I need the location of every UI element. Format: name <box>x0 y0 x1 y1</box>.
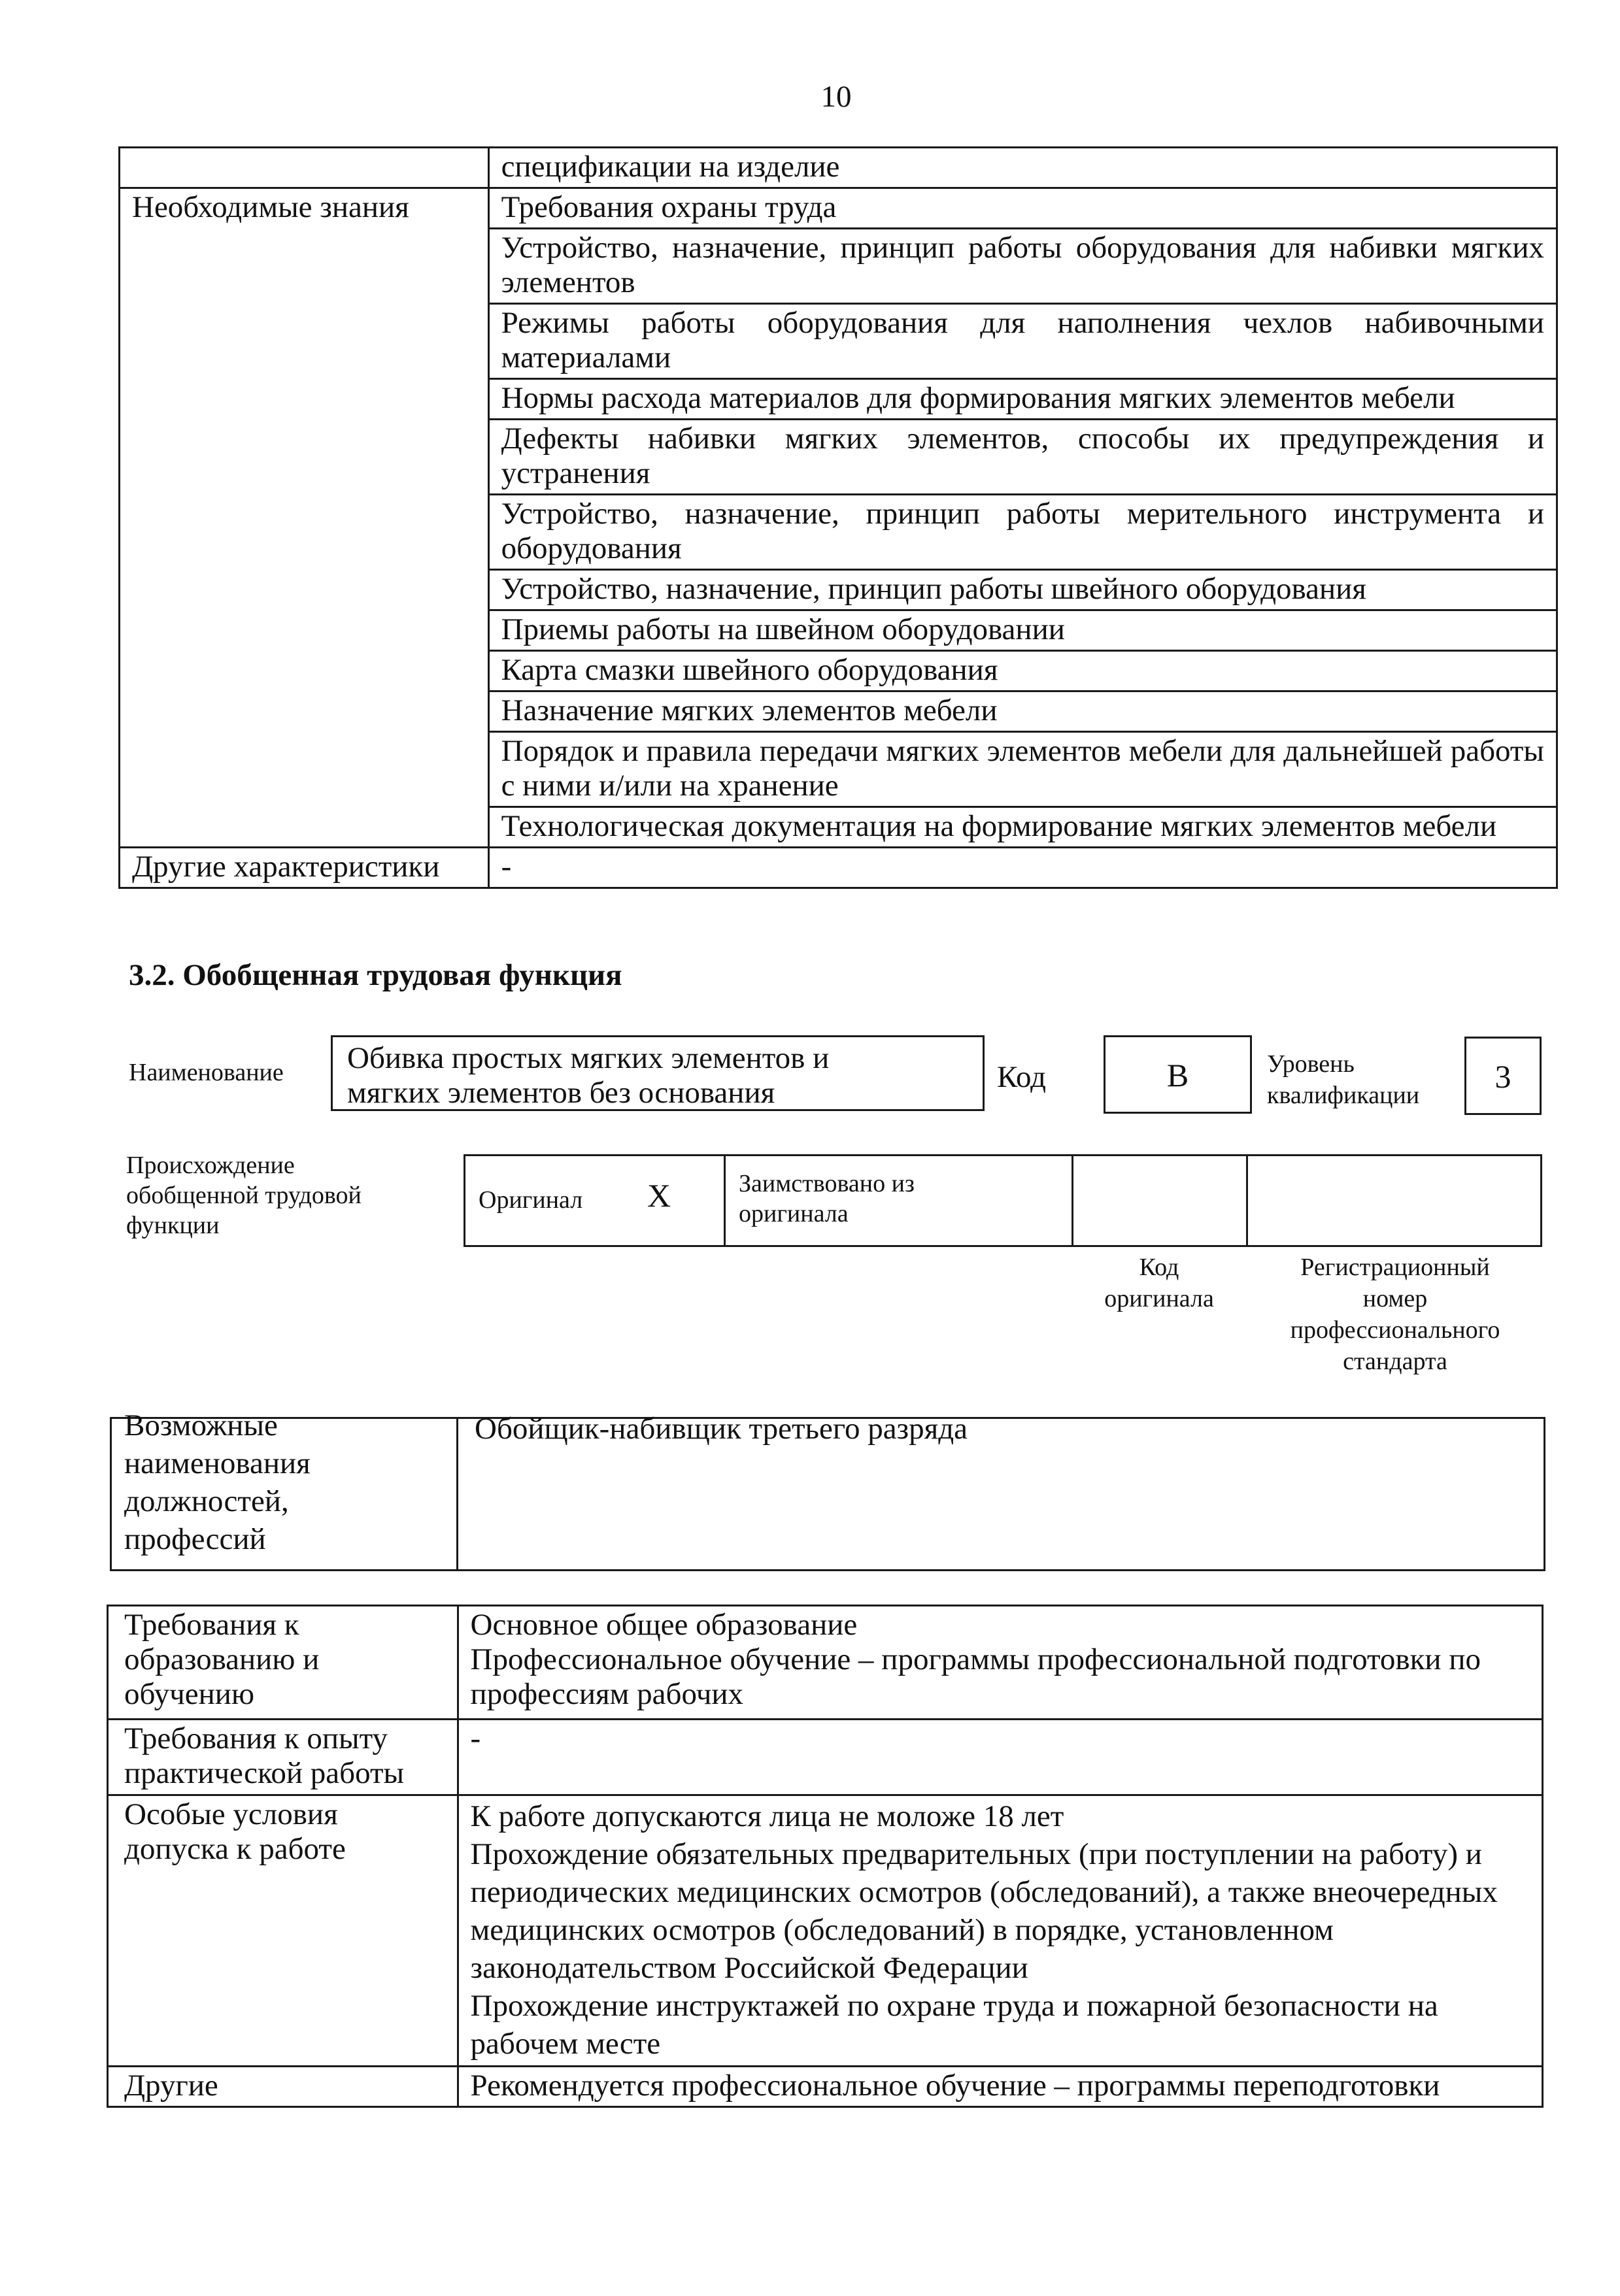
section-title: 3.2. Обобщенная трудовая функция <box>129 958 622 992</box>
row-value: спецификации на изделие <box>488 148 1557 188</box>
row-value: Требования охраны труда <box>488 188 1557 229</box>
conditions-line3: Прохождение инструктажей по охране труда и пожарной безопасности на рабочем месте <box>470 1989 1438 2061</box>
reg-caption-line3: профессионального <box>1290 1316 1500 1344</box>
row-label <box>120 148 489 188</box>
knowledge-table <box>118 146 1558 889</box>
table-row <box>108 1795 1543 2067</box>
name-label: Наименование <box>129 1059 284 1086</box>
borrowed-line1: Заимствовано из <box>739 1170 915 1197</box>
row-value: Режимы работы оборудования для наполнения чехлов набивочными материалами <box>488 304 1557 379</box>
level-label-line2: квалификации <box>1267 1082 1420 1109</box>
row-value: Назначение мягких элементов мебели <box>488 691 1557 732</box>
requirements-table <box>107 1605 1544 2108</box>
education-line1: Основное общее образование <box>470 1608 858 1642</box>
borrowed-line2: оригинала <box>739 1200 849 1227</box>
conditions-label: Особые условия допуска к работе <box>108 1795 458 2067</box>
experience-label: Требования к опыту практической работы <box>108 1720 458 1795</box>
original-mark: X <box>647 1177 671 1214</box>
reg-caption-line2: номер <box>1362 1285 1428 1312</box>
row-value: Приемы работы на швейном оборудовании <box>488 610 1557 651</box>
origin-label-line2: обобщенной трудовой <box>126 1182 362 1209</box>
level-label-line1: Уровень <box>1267 1050 1355 1078</box>
positions-value: Обойщик-набивщик третьего разряда <box>475 1412 968 1446</box>
table-row <box>108 1720 1543 1795</box>
function-name-line1: Обивка простых мягких элементов и <box>347 1041 830 1075</box>
origin-label-line3: функции <box>126 1212 220 1239</box>
table-row <box>120 148 1557 188</box>
positions-label-line3: должностей, <box>124 1484 289 1518</box>
positions-label-line1: Возможные <box>124 1408 278 1442</box>
positions-label-line2: наименования <box>124 1446 311 1480</box>
reg-caption-line4: стандарта <box>1343 1348 1447 1375</box>
code-original-caption-line1: Код <box>1139 1254 1179 1281</box>
other-value: Рекомендуется профессиональное обучение – программы переподготовки <box>458 2067 1542 2107</box>
code-box <box>1104 1035 1252 1114</box>
row-value: Устройство, назначение, принцип работы мерительного инструмента и оборудования <box>488 495 1557 570</box>
table-row <box>120 848 1557 888</box>
original-label: Оригинал <box>479 1186 583 1214</box>
conditions-line1: К работе допускаются лица не моложе 18 лет <box>470 1799 1064 1833</box>
row-value: - <box>488 848 1557 888</box>
education-label: Требования к образованию и обучению <box>108 1606 458 1720</box>
origin-label-line1: Происхождение <box>126 1152 295 1179</box>
other-label: Другие <box>108 2067 458 2107</box>
conditions-line2: Прохождение обязательных предварительных (при поступлении на работу) и периодических медицинских осмотров (обследований), а также внеочередных медицинских осмотров (обследований) в порядке, установленном законодательством Российской Федерации <box>470 1837 1498 1985</box>
row-value: Устройство, назначение, принцип работы швейного оборудования <box>488 570 1557 610</box>
row-value: Порядок и правила передачи мягких элементов мебели для дальнейшей работы с ними и/или на хранение <box>488 732 1557 807</box>
table-row <box>108 2067 1543 2107</box>
positions-label-line4: профессий <box>124 1522 266 1556</box>
row-value: Технологическая документация на формирование мягких элементов мебели <box>488 807 1557 848</box>
table-row <box>120 188 1557 229</box>
origin-box <box>464 1154 1542 1247</box>
row-value: Устройство, назначение, принцип работы оборудования для набивки мягких элементов <box>488 229 1557 304</box>
code-label: Код <box>997 1060 1047 1094</box>
function-name-box <box>331 1035 985 1111</box>
row-value: Дефекты набивки мягких элементов, способы их предупреждения и устранения <box>488 420 1557 495</box>
row-value: Карта смазки швейного оборудования <box>488 651 1557 691</box>
page-number: 10 <box>820 80 852 114</box>
code-original-caption-line2: оригинала <box>1104 1285 1214 1312</box>
row-label: Необходимые знания <box>120 188 489 848</box>
level-box <box>1464 1037 1542 1115</box>
education-line2: Профессиональное обучение – программы профессиональной подготовки по профессиям рабочих <box>470 1642 1481 1711</box>
experience-value: - <box>458 1720 1542 1795</box>
row-value: Нормы расхода материалов для формирования мягких элементов мебели <box>488 379 1557 420</box>
function-name-line2: мягких элементов без основания <box>347 1076 775 1110</box>
row-label: Другие характеристики <box>120 848 489 888</box>
code-value: B <box>1166 1057 1189 1093</box>
level-value: 3 <box>1494 1058 1511 1095</box>
reg-caption-line1: Регистрационный <box>1300 1254 1490 1281</box>
table-row <box>108 1606 1543 1720</box>
